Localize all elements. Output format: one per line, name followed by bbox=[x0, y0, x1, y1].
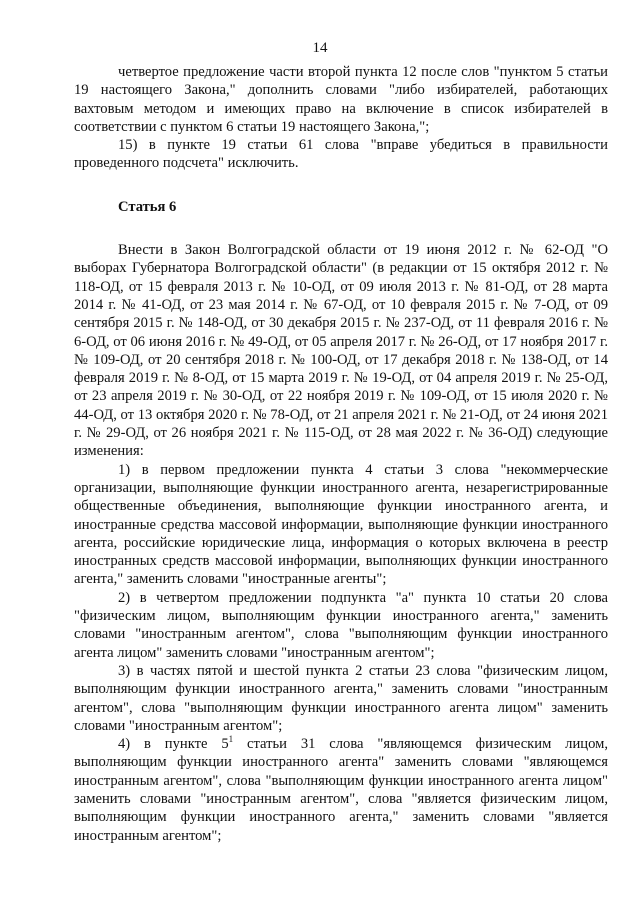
paragraph-prev-amendment: четвертое предложение части второй пункта 12 после слов "пунктом 5 статьи 19 настоящего Закона," дополнить словами "либо избирателей, работающих вахтовым методом и имеющих право на включение в список избирателей в соответствии с пунктом 6 статьи 19 настоящего Закона,"; bbox=[74, 64, 608, 135]
document-body bbox=[74, 63, 608, 845]
item-4-superscript: 1 bbox=[228, 734, 234, 745]
paragraph-article-intro: Внести в Закон Волгоградской области от 19 июня 2012 г. № 62-ОД "О выборах Губернатора Волгоградской области" (в редакции от 15 октября 2012 г. № 118-ОД, от 15 февраля 2013 г. № 10-ОД, от 09 июля 2013 г. № 81-ОД, от 28 марта 2014 г. № 41-ОД, от 23 мая 2014 г. № 67-ОД, от 10 февраля 2015 г. № 7-ОД, от 09 сентября 2015 г. № 148-ОД, от 30 декабря 2015 г. № 237-ОД, от 11 февраля 2016 г. № 6-ОД, от 06 июня 2016 г. № 49-ОД, от 05 апреля 2017 г. № 26-ОД, от 17 ноября 2017 г. № 109-ОД, от 20 сентября 2018 г. № 100-ОД, от 17 декабря 2018 г. № 138-ОД, от 14 февраля 2019 г. № 8-ОД, от 15 марта 2019 г. № 19-ОД, от 04 апреля 2019 г. № 25-ОД, от 23 апреля 2019 г. № 30-ОД, от 22 ноября 2019 г. № 109-ОД, от 15 июля 2020 г. № 44-ОД, от 13 октября 2020 г. № 78-ОД, от 21 апреля 2021 г. № 21-ОД, от 24 июня 2021 г. № 29-ОД, от 26 ноября 2021 г. № 115-ОД, от 28 мая 2022 г. № 36-ОД) следующие изменения: bbox=[74, 242, 608, 460]
page-number: 14 bbox=[312, 40, 328, 56]
paragraph-item-15: 15) в пункте 19 статьи 61 слова "вправе убедиться в правильности проведенного подсчета" исключить. bbox=[74, 137, 608, 172]
paragraph-item-4 bbox=[74, 735, 608, 845]
article-heading: Статья 6 bbox=[118, 198, 177, 215]
item-4-text-end: статьи 31 слова "являющемся физическим лицом, выполняющим функции иностранного агента" заменить словами "являющемся иностранным агентом", слова "выполняющим функции иностранного агента лицом" заменить словами "иностранным агентом", слова "является физическим лицом, выполняющим функции иностранного агента," заменить словами "является иностранным агентом"; bbox=[74, 736, 608, 844]
paragraph-item-1: 1) в первом предложении пункта 4 статьи 3 слова "некоммерческие организации, выполняющие функции иностранного агента, незарегистрированные общественные объединения, выполняющие функции иностранного агента, и иностранные средства массовой информации, выполняющие функции иностранного агента, российские юридические лица, информация о которых включена в реестр иностранных средств массовой информации, выполняющих функции иностранного агента," заменить словами "иностранные агенты"; bbox=[74, 461, 608, 588]
paragraph-item-2: 2) в четвертом предложении подпункта "а" пункта 10 статьи 20 слова "физическим лицом, выполняющим функции иностранного агента," заменить словами "иностранным агентом", слова "выполняющим функции иностранного агента лицом" заменить словами "иностранным агентом"; bbox=[74, 589, 608, 661]
paragraph-item-3: 3) в частях пятой и шестой пункта 2 статьи 23 слова "физическим лицом, выполняющим функции иностранного агента," заменить словами "иностранным агентом", слова "выполняющим функции иностранного агента лицом" заменить словами "иностранным агентом"; bbox=[74, 662, 608, 734]
item-4-text-start: 4) в пункте 5 bbox=[118, 736, 229, 753]
